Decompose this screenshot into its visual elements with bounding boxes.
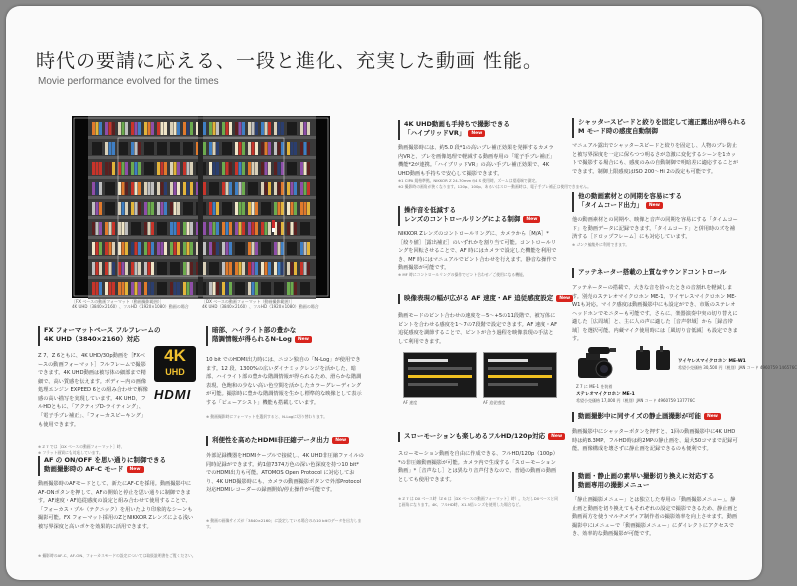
new-badge: New xyxy=(548,433,565,440)
section-body: 10 bit でのHDMI出力時には、ニコン独自の「N-Log」が使用できます。12 段、1300%の広いダイナミックレンジを活かした、暗部、ハイライト部の豊かな階調情報が得られるため、滑らかな階調表現、色飽和の少ない高い色空間を活かしたカラーグレーディングが可能。撮影時に豊かな階調情報を生かし標準的な映像として表示する「ビューアシスト」機能も搭載しています。 xyxy=(206,357,362,406)
section-note: ※ 動画撮影時にフォーマットを選択すると、N-Logに切り替わります。 xyxy=(206,414,328,419)
section-title: FX フォーマットベース フルフレームの 4K UHD（3840×2160）対応 xyxy=(44,326,161,344)
section-body: 「静止画撮影メニュー」とは独立した専用の「動画撮影メニュー」。静止画と動画を切り換えてもそれぞれの設定で撮影できるため、静止画と動画両方を使うマルチメディア制作者の撮影効率を向上させます。動画撮影中にiメニューで「動画撮影メニュー」にダイレクトにアクセスでき、効率的な動画撮影が可能です。 xyxy=(572,497,738,538)
section-lens-control-ring xyxy=(398,206,560,282)
section-note: ※ ゴンク編集外に利用できます。 xyxy=(572,242,630,247)
section-body: 動画撮影中にシャッターボタンを押すと、1回の動画撮影中に4K UHD時は約8.3MP、フルHD時は約2MPの静止画を、最大50コマまで記録可能。画像構成を壊さずに静止画を記録できるのも便利です。 xyxy=(572,429,738,453)
camera-with-mic-image xyxy=(576,346,628,382)
wireless-mic-image xyxy=(634,346,674,372)
new-badge: New xyxy=(523,216,540,223)
new-badge: New xyxy=(704,413,721,420)
section-title: スローモーションも楽しめるフルHD/120p対応 New xyxy=(404,432,565,441)
section-title: シャッタースピードと絞りを固定して適正露出が得られる M モード時の感度自動制御 xyxy=(578,118,747,136)
section-body: Z 7、Z 6ともに、4K UHD/30p動画を［FXベースの動画フォーマット］フルフレームで撮影できます。4K UHD動画は被写体の細部まで精細で、高い質感を伝えます。ボディー内の画像処理エンジン EXPEED 6との組み合わせで解像感の高い描写を実現しています。4K UHD、フルHDともに、「アクティブD-ライティング」、「電子手ブレ補正」、「フォーカスピーキング」も使用できます。 xyxy=(38,353,148,428)
new-badge: New xyxy=(468,130,485,137)
section-note: ※ MF 時にコントロールリングの操作でピント合わせ／ご使用になる機能。 xyxy=(398,272,527,277)
section-title: 動画撮影中に同サイズの静止画撮影が可能 New xyxy=(578,412,721,421)
section-movie-menu xyxy=(572,472,740,572)
section-title: 操作音を低減する レンズのコントロールリングによる制御 New xyxy=(404,206,540,225)
me1-product-caption: ステレオマイクロホン ME-1 希望小売価格 17,000 円（税別）JAN コード 4960759 137776C xyxy=(576,392,696,404)
new-badge: New xyxy=(127,466,144,473)
section-note: ※ 撮影時のAF-C、AF-ON、フォーカスモードの設定については取扱説明書をご覧ください。 xyxy=(38,553,196,558)
building-photo xyxy=(72,116,330,298)
section-title: 利便性を高めたHDMI非圧縮データ出力 New xyxy=(212,436,349,445)
section-slow-motion xyxy=(398,432,562,542)
photo-caption-fx: ［FX ベースの動画フォーマット（動画撮影範囲）］ 4K UHD（3840×2160）、フルHD（1920×1080）動画の場合 xyxy=(72,299,189,310)
section-hybrid-vr xyxy=(398,120,591,196)
page-title: 時代の要請に応える、一段と進化、充実した動画 性能。 xyxy=(36,50,544,72)
photo-caption-dx: ［DX ベースの動画フォーマット（動画撮影範囲）］ 4K UHD（3840×2160）、フルHD（1920×1080）動画の場合 xyxy=(202,299,319,310)
section-sound-control xyxy=(572,268,740,348)
section-auto-iso-m-mode xyxy=(572,118,747,184)
section-body: 動画モードのピント合わせの速度を－5～+5の11段階で、被写体にピントを合わせる感度を1～7の7段階で設定できます。AF 速度・AF追従感度を調節することで、ピントが合う過程を映像表現の手法として利用できます。 xyxy=(398,313,558,345)
section-title: AF の ON/OFF を思い通りに制御できる 動画撮影時の AF-C モード New xyxy=(44,456,167,474)
section-still-during-movie xyxy=(572,412,740,462)
new-badge: New xyxy=(332,437,349,444)
section-title: アッテネーター搭載の上質なサウンドコントロール xyxy=(578,268,727,276)
section-n-log xyxy=(206,326,366,426)
af-tracking-screen-label: AF 追従感度 xyxy=(483,400,506,405)
hdmi-logo: HDMI xyxy=(154,387,192,402)
section-note: ※ 動画の画像サイズが「3840×2160」に設定している場合のみ10 bitのデータを出力します。 xyxy=(206,518,362,529)
section-note: ※ Z 7 では［DX ベースの動画フォーマット］時、 ※ フラット画質にも対応しています。 xyxy=(38,444,125,455)
section-title: 動画・静止画の素早い撮影切り換えに対応する 動画専用の撮影メニュー xyxy=(578,472,715,490)
brochure-page xyxy=(6,6,797,580)
section-af-c-mode xyxy=(38,456,198,566)
section-body: アッテネーターの搭載で、大きな音を拾ったときの音割れを軽減します。別売のステレオマイクロホン ME-1、ワイヤレスマイクロホン ME-W1も対応。マイク感度は動画撮影中にも設定ができ、市販のステレオヘッドホンでモニターも可能です。さらに、楽器演奏中突の切り替えに適した［広周域］と、主に人の声に適した［音声帯域］から［録音帯域］を選択可能。内蔵マイク使用時には［風切り音低減］も設定できます。 xyxy=(572,285,738,343)
section-body: 外部記録機器をHDMIケーブルで接続し、4K UHD非圧縮ファイルの同時記録ができます。約1億7374万色の深い色深度を持つ10 bit*でのHDMI出力も可能。ATOMOS Open Protocol に対応しており、4K UHD撮影時にも、カメラの動画撮影ボタンで外部Protocol対応HDMIレコーダーの録画開始/停止操作が可能です。 xyxy=(206,453,364,494)
section-body: スローモーション動画を自由に作成できる、フルHD/120p（100p）*の非圧縮動画撮影が可能。カメラ内で生成する「スローモーション動画」*［音声なし］とは異なり音声付きなので、普通の動画の動画としても使用できます。 xyxy=(398,451,558,483)
af-speed-menu-screen xyxy=(403,352,477,398)
section-body: 動画撮影時のAFモードとして、新たにAF-Cを採用。動画撮影中にAF-ONボタンを押して、AFの開始と停止を思い通りに制御できます。AF速度・AF追従感度の設定と組み合わせて使用することで、「フォーカス・プル（テクニック）を用いたより印象的なシーンも撮影可能。FX フォーマット採用のZとNIKKOR Zレンズによる浅い被写界深度と高いボケを効果的に活用できます。 xyxy=(38,481,194,530)
new-badge: New xyxy=(295,336,312,343)
af-speed-screen-label: AF 速度 xyxy=(403,400,418,405)
camera-mic-caption: Z 7 に ME-1 を装着 xyxy=(576,384,613,389)
section-note: ※1 CIPA 規格準拠。NIKKOR Z 24-70mm f/4 S 使用時。ズームは望遠端で測定。 ※2 撮影時の画角が狭くなります。120p、100p、あるいはスロー動画時は、電子手ブレ補正は使用できません。 xyxy=(398,178,591,189)
section-hdmi-output xyxy=(206,436,366,546)
section-body: 他の動画素材との同期や、映像と音声の同期を容易にする「タイムコード」を動画データに記録できます。「タイムコード」と併用時のズを補済する［ドロップフレーム］にも対応しています。 xyxy=(572,217,738,241)
page-subtitle: Movie performance evolved for the times xyxy=(38,76,219,87)
section-title: 暗部、ハイライト部の豊かな 階調情報が得られるN-Log New xyxy=(212,326,312,345)
section-title: 映像表現の幅が広がる AF 速度・AF 追従感度設定 New xyxy=(404,294,573,303)
me-w1-product-caption: ワイヤレスマイクロホン ME-W1 希望小売価格 30,500 円（税別）JAN コード 4960759 146576C xyxy=(678,359,797,371)
section-body: 動画撮影時には、約5.0 段*1の高いブレ補正効果を発揮するカメラ内VRと、ブレを画像処理で軽減する動画専用の「電子手ブレ補正」機能*2が連携。「ハイブリッドVR」の高い手ブレ補正効果で、4K UHD動画も手持ちで安心して撮影できます。 xyxy=(398,145,556,177)
section-title: 他の動画素材との同期を容易にする 「タイムコード出力」 New xyxy=(578,192,682,210)
section-timecode xyxy=(572,192,740,254)
section-body: マニュアル露出でシャッタースピードと絞りを固定し、人物のブレ防止と被写界深度を一定に保ちつつ明るさが急激に変化するシーンを1カットで撮影する場合にも、感度のみの自動制御で明暗差に適応することができます。制御上限感度はISO 200～Hi 2の設定も可能です。 xyxy=(572,143,739,175)
new-badge: New xyxy=(646,202,663,209)
new-badge: New xyxy=(556,295,573,302)
af-tracking-menu-screen xyxy=(483,352,557,398)
section-note: ※ Z 7 は DX ベース時（Z 6 は［DX ベースの動画フォーマット］時）。ただしDXベースと同じ画角になります。4K、フルHD時、X1.5倍レンズを使用した場合など。 xyxy=(398,496,559,507)
4k-uhd-logo: 4K UHD xyxy=(154,346,196,382)
section-body: NIKKOR Zレンズのコントロールリングに、カメラから［M/A］*［絞り値］［露出補正］のいずれかを割り当て可能。コントロールリングを回転させることで、AF 時にはカメラで設定した機能を利用でき、MF 時にはマニュアルでピント合わせを行えます。静音な操作で動画撮影が可能です。 xyxy=(398,231,557,272)
section-title: 4K UHD動画も手持ちで撮影できる 「ハイブリッドVR」 New xyxy=(404,120,510,138)
